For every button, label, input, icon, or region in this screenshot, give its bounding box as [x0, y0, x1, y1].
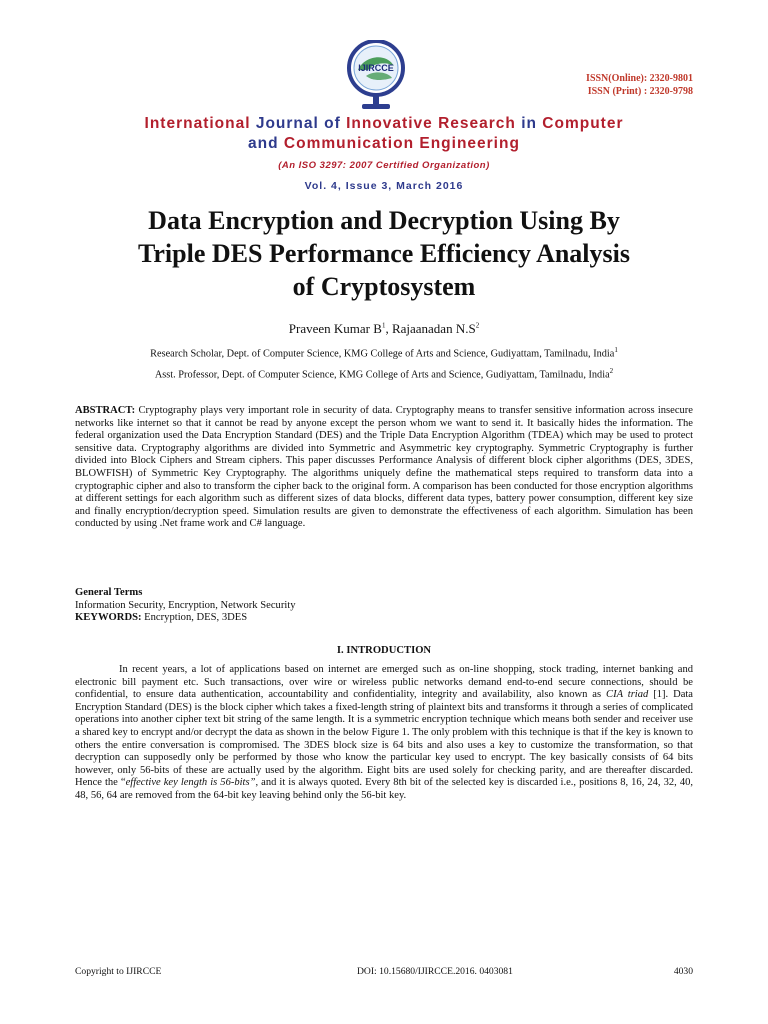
- abstract-label: ABSTRACT:: [75, 405, 136, 416]
- author-name: Rajaanadan N.S: [391, 321, 476, 336]
- intro-text: , and it is always quoted. Every 8th bit of the selected key is discarded i.e., positions 8, 16, 24, 32, 40, 48, 56, 64 are removed from the 64-bit key leaving behind only the 56-bit key.: [75, 777, 693, 801]
- journal-word: Communication: [283, 135, 415, 152]
- keywords-text: Encryption, DES, 3DES: [141, 612, 248, 624]
- footer-doi: DOI: 10.15680/IJIRCCE.2016. 0403081: [357, 966, 513, 977]
- title-line: of Cryptosystem: [292, 272, 476, 301]
- journal-name-line1: [40, 114, 728, 134]
- general-terms: [75, 587, 296, 625]
- title-line: Data Encryption and Decryption Using By: [148, 206, 620, 235]
- journal-logo: [344, 40, 408, 112]
- affiliation-mark: 2: [609, 367, 614, 375]
- intro-text: [1]. Data Encryption Standard (DES) is the block cipher which takes a fixed-length string of plaintext bits and transforms it through a series of complicated operations into another cipher text bit string of the same length. It is a symmetric encryption technique which means both sender and receiver use a shared key to encrypt and/or decrypt the data as shown in the below Figure 1. The only problem with this technique is that if the key is known to others the entire conversation is compromised. The 3DES block size is 64 bits and also uses a key to customize the transformation, so that decryption can supposedly only be performed by those who know the particular key used to encrypt. The key basically consists of 64 bits however, only 56-bits of these are actually used by the algorithm. Eight bits are used solely for checking parity, and are thereafter discarded. Hence the “: [75, 689, 693, 789]
- footer-copyright: Copyright to IJIRCCE: [75, 966, 162, 977]
- paper-title: [40, 204, 728, 303]
- journal-word: Innovative: [346, 115, 433, 132]
- affiliation-1: [40, 346, 728, 359]
- author-name: Praveen Kumar B: [288, 321, 382, 336]
- general-terms-heading: General Terms: [75, 587, 143, 598]
- affiliation-mark: 1: [614, 346, 618, 354]
- affiliation-2: [40, 367, 728, 380]
- journal-word: Research: [438, 115, 516, 132]
- section-heading-introduction: I. INTRODUCTION: [336, 645, 432, 656]
- general-terms-text: Information Security, Encryption, Network Security: [75, 599, 296, 611]
- journal-word: and: [248, 135, 279, 152]
- journal-word: Computer: [542, 115, 624, 132]
- intro-emphasis: CIA triad: [606, 689, 649, 701]
- issn-online: ISSN(Online): 2320-9801: [586, 73, 693, 84]
- author-mark: 1: [381, 321, 386, 330]
- journal-name: [40, 114, 728, 154]
- issn-block: [586, 72, 693, 98]
- affiliation-text: Research Scholar, Dept. of Computer Science, KMG College of Arts and Science, Gudiyattam, Tamilnadu, India: [150, 348, 615, 360]
- journal-word: International: [144, 115, 251, 132]
- journal-word: Engineering: [419, 135, 520, 152]
- author-mark: 2: [475, 321, 480, 330]
- intro-emphasis: effective key length is 56-bits”: [125, 777, 256, 789]
- keywords-label: KEYWORDS:: [75, 612, 142, 624]
- journal-name-line2: [40, 134, 728, 154]
- intro-text: In recent years, a lot of applications based on internet are emerged such as on-line shopping, stock trading, internet banking and electronic bill payment etc. Such transactions, over wire or wireless public networks demand end-to-end secure connections, should be confidential, to ensure data authentication, accountability and confidentiality, integrity and availability, also known as: [75, 664, 693, 701]
- abstract: [75, 405, 693, 531]
- volume-issue: Vol. 4, Issue 3, March 2016: [304, 180, 464, 192]
- keywords: [75, 612, 296, 625]
- introduction-paragraph: [75, 664, 693, 803]
- logo-text: IJIRCCE: [358, 63, 394, 73]
- authors: [40, 321, 728, 337]
- abstract-text: Cryptography plays very important role in security of data. Cryptography means to transfer sensitive information across insecure networks like internet so that it cannot be read by anyone except the person whom we want to send it. It basically hides the information. The federal organization used the Data Encryption Standard (DES) and the Triple Data Encryption Algorithm (TDEA) which may be used to protect sensitive data. Cryptography algorithms are divided into Symmetric and Asymmetric key cryptography. Symmetric Cryptography is further divided into Block Ciphers and Stream ciphers. This paper discusses Performance Analysis of different block cipher algorithms (DES, 3DES, BLOWFISH) of Symmetric Key Cryptography. The algorithms uniquely define the mathematical steps required to transform data into a cryptographic cipher and also to transform the cipher back to the original form. A comparison has been conducted for those encryption algorithms at different settings for each algorithm such as different sizes of data blocks, different data types, battery power consumption, different key size and finally encryption/decryption speed. Simulation results are given to demonstrate the effectiveness of each algorithm. Simulation has been conducted by using .Net frame work and C# language.: [75, 405, 693, 530]
- author-separator: ,: [385, 321, 392, 336]
- journal-word: in: [521, 115, 537, 132]
- title-line: Triple DES Performance Efficiency Analysis: [137, 239, 630, 268]
- affiliation-text: Asst. Professor, Dept. of Computer Science, KMG College of Arts and Science, Gudiyattam, Tamilnadu, India: [154, 369, 610, 381]
- issn-print: ISSN (Print) : 2320-9798: [587, 86, 693, 97]
- footer-page-number: 4030: [673, 966, 693, 977]
- journal-word: of: [324, 115, 341, 132]
- journal-word: Journal: [255, 115, 319, 132]
- iso-certification: (An ISO 3297: 2007 Certified Organization): [278, 160, 490, 171]
